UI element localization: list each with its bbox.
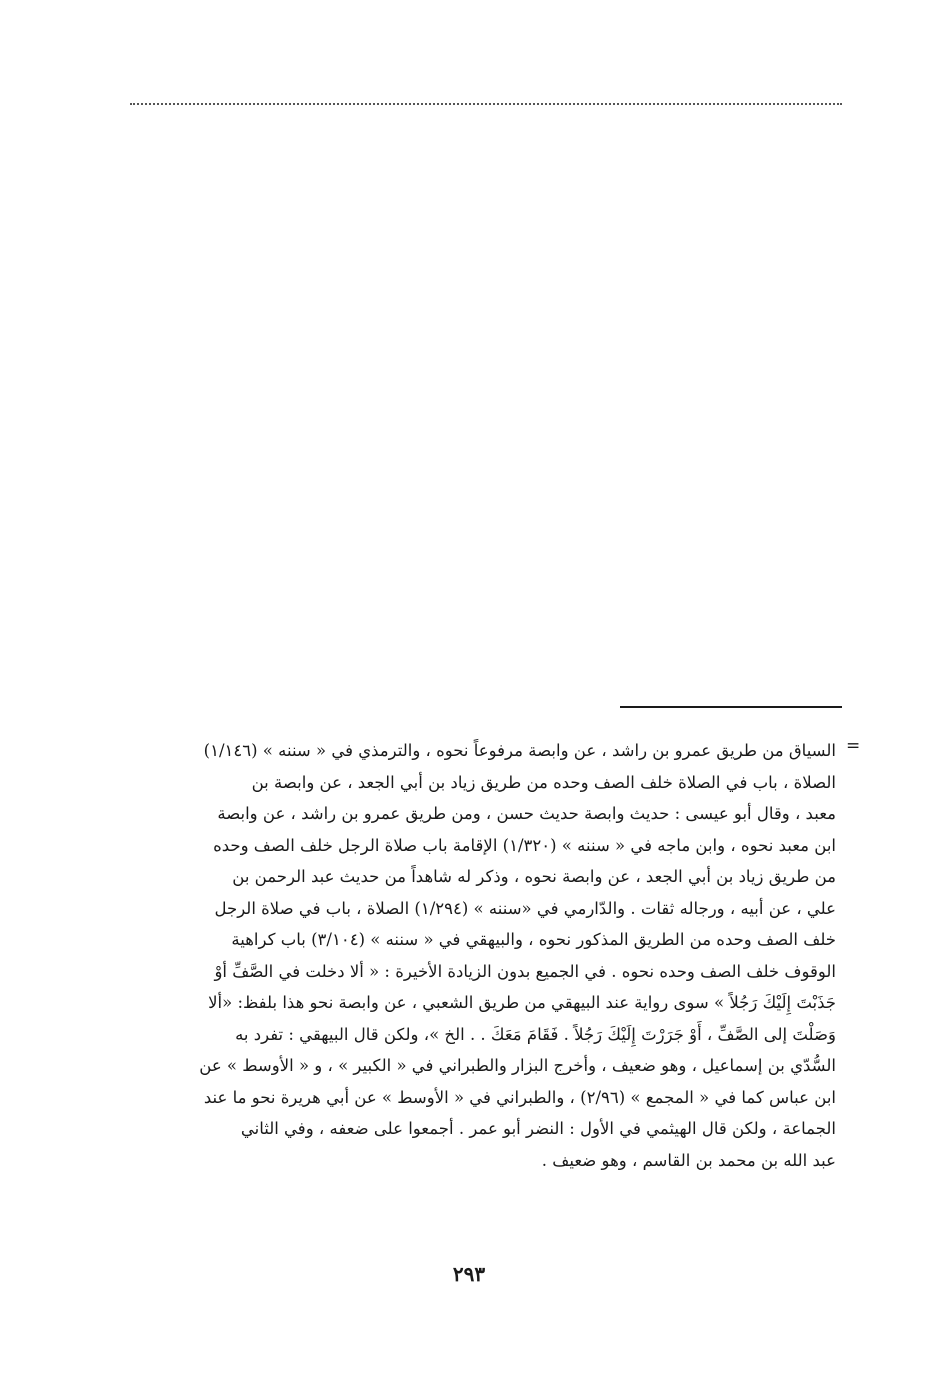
footnote-block	[128, 735, 836, 1176]
footnote-line: الصلاة ، باب في الصلاة خلف الصف وحده من طريق زياد بن أبي الجعد ، عن وابصة بن	[251, 772, 836, 792]
footnote-line: عبد الله بن محمد بن القاسم ، وهو ضعيف .	[541, 1150, 836, 1170]
footnote-line: من طريق زياد بن أبي الجعد ، عن وابصة نحوه ، وذكر له شاهداً من حديث عبد الرحمن بن	[232, 867, 836, 886]
footnote-separator-rule	[620, 706, 842, 708]
footnote-line: ابن معبد نحوه ، وابن ماجه في « سننه » (١/٣٢٠) الإقامة باب صلاة الرجل خلف الصف وحده	[213, 835, 836, 855]
footnote-line: جَذَبْتَ إِلَيْكَ رَجُلاً » سوى رواية عند البيهقي من طريق الشعبي ، عن وابصة نحو هذا بلفظ: «ألا	[208, 993, 836, 1012]
footnote-line: السُّدّي بن إسماعيل ، وهو ضعيف ، وأخرج البزار والطبراني في « الكبير » ، و « الأوسط » عن	[199, 1056, 836, 1075]
header-dotted-separator	[130, 103, 842, 105]
footnote-line: علي ، عن أبيه ، ورجاله ثقات . والدّارمي في «سننه » (١/٢٩٤) الصلاة ، باب في صلاة الرجل	[214, 898, 836, 918]
footnote-line: الجماعة ، ولكن قال الهيثمي في الأول : النضر أبو عمر . أجمعوا على ضعفه ، وفي الثاني	[240, 1119, 836, 1138]
page-number: ٢٩٣	[452, 1262, 486, 1286]
footnote-line: وَصَلْتَ إلى الصَّفِّ ، أَوْ جَرَرْتَ إِلَيْكَ رَجُلاً . فَقَامَ مَعَكَ . . الخ »، ولكن قال البيهقي : تفرد به	[235, 1024, 836, 1044]
footnote-line: السياق من طريق عمرو بن راشد ، عن وابصة مرفوعاً نحوه ، والترمذي في « سننه » (١/١٤٦)	[203, 741, 836, 760]
footnote-line: الوقوف خلف الصف وحده نحوه . في الجميع بدون الزيادة الأخيرة : « ألا دخلت في الصَّفِّ أوْ	[214, 961, 836, 981]
footnote-line: خلف الصف وحده من الطريق المذكور نحوه ، والبيهقي في « سننه » (٣/١٠٤) باب كراهية	[231, 930, 836, 949]
footnote-line: ابن عباس كما في « المجمع » (٢/٩٦) ، والطبراني في « الأوسط » عن أبي هريرة نحو ما عند	[203, 1087, 836, 1107]
footnote-continuation-mark: =	[846, 736, 861, 756]
footnote-line: معبد ، وقال أبو عيسى : حديث وابصة حديث حسن ، ومن طريق عمرو بن راشد ، عن وابصة	[217, 804, 836, 823]
